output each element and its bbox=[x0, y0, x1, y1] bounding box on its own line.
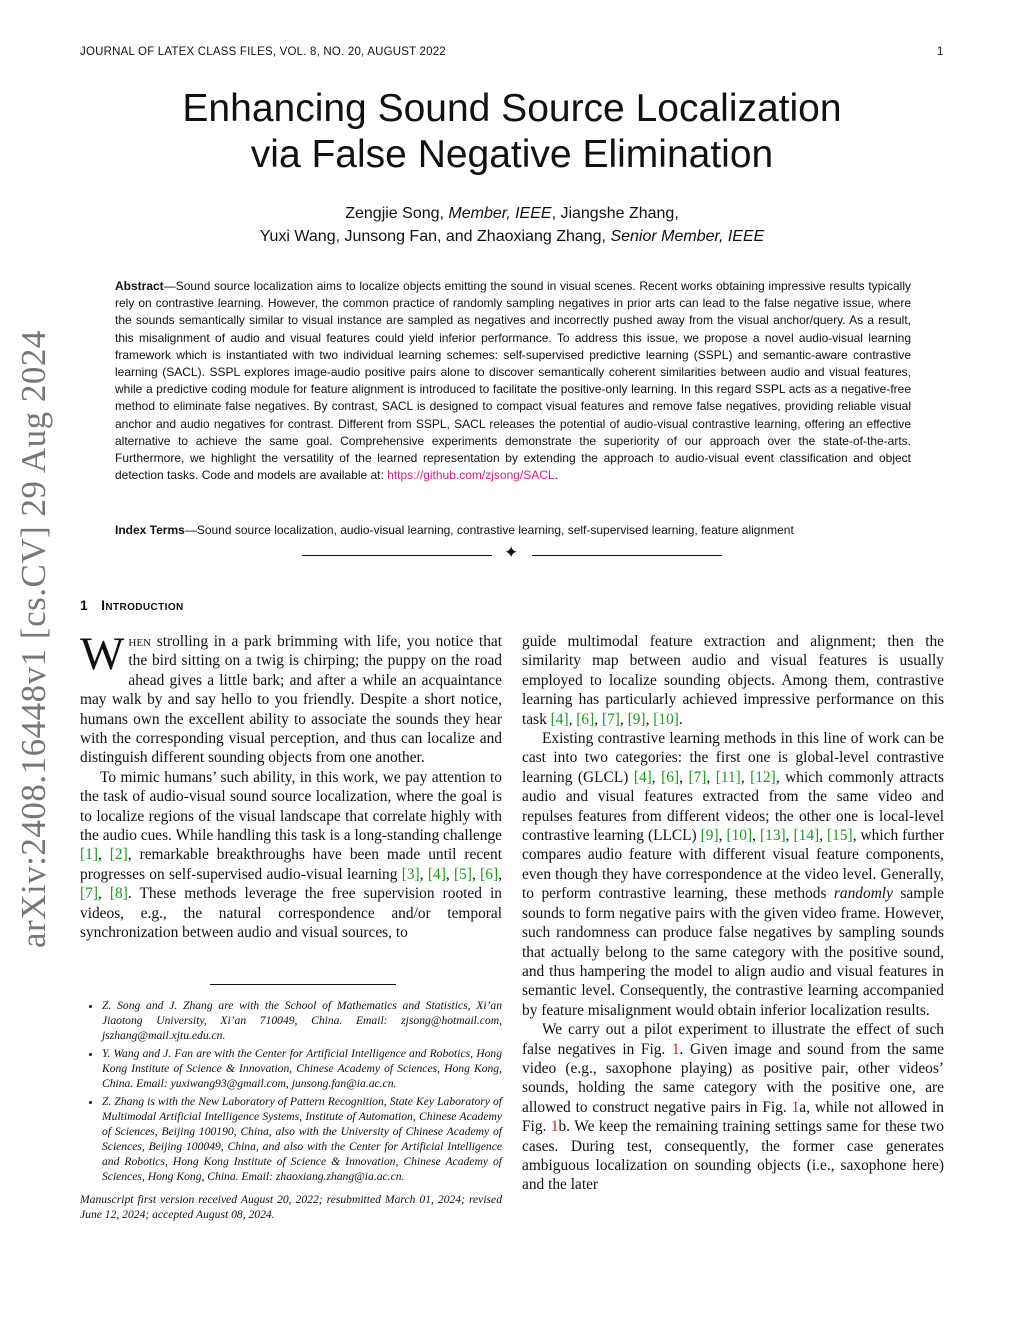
paragraph bbox=[80, 628, 502, 768]
citation-link[interactable]: [7] bbox=[80, 885, 98, 903]
separator: , bbox=[679, 768, 689, 786]
author-name: , Jiangshe Zhang, bbox=[551, 205, 679, 222]
citation-link[interactable]: [10] bbox=[653, 710, 679, 728]
separator: , bbox=[594, 710, 602, 728]
citation-link[interactable]: [9] bbox=[627, 710, 646, 728]
author-name: Zengjie Song, bbox=[345, 205, 444, 222]
author-name: Yuxi Wang, Junsong Fan, and Zhaoxiang Zhang, bbox=[259, 228, 606, 245]
citation-link[interactable]: [4] bbox=[550, 710, 569, 728]
citation-link[interactable]: [4] bbox=[633, 768, 652, 786]
separator: , bbox=[651, 768, 662, 786]
separator: , bbox=[97, 846, 110, 864]
section-heading bbox=[80, 597, 184, 613]
footnotes bbox=[80, 998, 502, 1222]
paragraph-text: . These methods leverage the free supervision rooted in videos, e.g., the natural correspondence and/or temporal synchronization between audio and visual sources, to bbox=[80, 885, 503, 942]
citation-link[interactable]: [8] bbox=[109, 885, 128, 903]
left-column bbox=[80, 628, 503, 943]
separator-diamond-icon: ✦ bbox=[504, 543, 519, 562]
separator: , bbox=[752, 827, 760, 845]
separator: , bbox=[819, 827, 828, 845]
separator: , bbox=[445, 865, 455, 883]
citation-link[interactable]: [12] bbox=[750, 768, 776, 786]
code-link[interactable]: https://github.com/zjsong/SACL bbox=[387, 468, 555, 483]
footnote-item: • Y. Wang and J. Fan are with the Center for Artificial Intelligence and Robotics, Hong Kong Institute of Science & Innovation, Chinese Academy of Sciences, Hong Kong, China. Email: yuxiwang93@gmail.com, junsong.fan@ia.ac.cn. bbox=[102, 1046, 502, 1091]
drop-cap: W bbox=[80, 628, 125, 680]
citation-link[interactable]: [5] bbox=[454, 865, 472, 883]
running-header: JOURNAL OF LATEX CLASS FILES, VOL. 8, NO. 20, AUGUST 2022 bbox=[80, 46, 446, 58]
separator: , bbox=[706, 768, 716, 786]
arxiv-stamp: arXiv:2408.16448v1 [cs.CV] 29 Aug 2024 bbox=[14, 330, 53, 948]
paragraph-text: , which commonly attracts audio and visual features extracted from the same video and repulses features from different videos; the other one is local-level contrastive learning (LLCL) bbox=[522, 768, 944, 845]
abstract-end: . bbox=[554, 468, 558, 483]
citation-link[interactable]: [3] bbox=[401, 865, 420, 883]
citation-link[interactable]: [2] bbox=[109, 846, 128, 864]
figure-ref-link[interactable]: 1 bbox=[671, 1040, 680, 1058]
title-line-1: Enhancing Sound Source Localization bbox=[182, 87, 842, 130]
abstract-text: —Sound source localization aims to localize objects emitting the sound in visual scenes. Recent works obtaining impressive results typically rely on contrastive learning. However, the common practice of randomly sampling negatives in prior arts can lead to the false negative issue, where the sounds semantically similar to visual instance are sampled as negatives and incorrectly pushed away from the visual anchor/query. As a result, this misalignment of audio and visual features could yield inferior performance. To address this issue, we propose a novel audio-visual learning framework which is instantiated with two individual learning schemes: self-supervised predictive learning (SSPL) and semantic-aware contrastive learning (SACL). SSPL explores image-audio positive pairs alone to discover semantically coherent similarities between audio and visual features, while a predictive coding module for feature alignment is introduced to facilitate the positive-only learning. In this regard SSPL acts as a negative-free method to eliminate false negatives. By contrast, SACL is designed to compact visual features and remove false negatives, providing reliable visual anchor and audio negatives for contrast. Different from SSPL, SACL releases the potential of audio-visual contrastive learning, offering an effective alternative to achieve the same goal. Comprehensive experiments demonstrate the superiority of our approach over the state-of-the-arts. Furthermore, we highlight the versatility of the learned representation by extending the approach to audio-visual event classification and object detection tasks. Code and models are available at: bbox=[115, 279, 911, 483]
citation-link[interactable]: [11] bbox=[715, 768, 741, 786]
author-line-1 bbox=[0, 202, 1024, 225]
citation-link[interactable]: [7] bbox=[688, 768, 707, 786]
paragraph-text: a, while not allowed in Fig. bbox=[522, 1098, 945, 1136]
paragraph-text: b. We keep the remaining training settings same for these two cases. During test, consequently, the former case generates ambiguous localization on sounding objects (i.e., saxophone here) and the later bbox=[522, 1118, 944, 1194]
separator-rule-right bbox=[532, 555, 722, 556]
citation-link[interactable]: [14] bbox=[793, 827, 820, 845]
citation-link[interactable]: [15] bbox=[827, 827, 853, 845]
paragraph-text: . Given image and sound from the same video (e.g., saxophone playing) as positive pair, other videos’ sounds, holding the same category with the positive one, are allowed to construct negative pairs in Fig. bbox=[522, 1040, 944, 1116]
citation-link[interactable]: [13] bbox=[760, 827, 786, 845]
page-number: 1 bbox=[937, 46, 944, 58]
paragraph-text: guide multimodal feature extraction and alignment; then the similarity map between audio and visual features is usually employed to localize sounding objects. Among them, contrastive learning has particularly achieved impressive performance on this task bbox=[522, 633, 944, 728]
index-terms-text: —Sound source localization, audio-visual learning, contrastive learning, self-supervised learning, feature alignment bbox=[184, 523, 794, 537]
paper-title bbox=[0, 86, 1024, 178]
paragraph-text: We carry out a pilot experiment to illustrate the effect of such false negatives in Fig. bbox=[522, 1021, 944, 1058]
paragraph-text: , remarkable breakthroughs have been made until recent progresses on self-supervised audio-visual learning bbox=[80, 846, 502, 883]
separator: , bbox=[568, 710, 577, 728]
separator: , bbox=[740, 768, 751, 786]
separator: , bbox=[498, 865, 502, 883]
manuscript-dates: Manuscript first version received August 20, 2022; resubmitted March 01, 2024; revised June 12, 2024; accepted August 08, 2024. bbox=[80, 1193, 502, 1221]
paragraph-text: . bbox=[678, 710, 683, 728]
separator: , bbox=[619, 710, 628, 728]
separator: , bbox=[645, 710, 654, 728]
footnote-item: • Z. Zhang is with the New Laboratory of Pattern Recognition, State Key Laboratory of Multimodal Artificial Intelligence Systems, Institute of Automation, Chinese Academy of Sciences, Beijing 100190, China, also with the University of Chinese Academy of Sciences, Beijing 100049, China, and also with the Center for Artificial Intelligence and Robotics, Hong Kong Institute of Science & Innovation, Chinese Academy of Sciences, Hong Kong, China. Email: zhaoxiang.zhang@ia.ac.cn. bbox=[102, 1094, 502, 1184]
citation-link[interactable]: [6] bbox=[576, 710, 595, 728]
citation-link[interactable]: [6] bbox=[480, 865, 499, 883]
citation-link[interactable]: [7] bbox=[601, 710, 620, 728]
abstract-label: Abstract bbox=[115, 279, 164, 293]
author-list bbox=[0, 202, 1024, 248]
author-line-2 bbox=[0, 225, 1024, 248]
right-column bbox=[522, 632, 944, 1195]
separator-rule-left bbox=[302, 555, 492, 556]
separator: , bbox=[419, 865, 428, 883]
citation-link[interactable]: [10] bbox=[726, 827, 753, 845]
paragraph-text: To mimic humans’ such ability, in this work, we pay attention to the task of audio-visual sound source localization, where the goal is to localize regions of the visual landscape that correlate highly with the audio cues. While handling this task is a long-standing challenge bbox=[80, 768, 502, 845]
citation-link[interactable]: [9] bbox=[700, 827, 719, 845]
index-terms-label: Index Terms bbox=[115, 523, 185, 537]
citation-link[interactable]: [6] bbox=[661, 768, 680, 786]
author-membership: Senior Member, IEEE bbox=[610, 228, 765, 245]
separator: , bbox=[718, 827, 727, 845]
citation-link[interactable]: [4] bbox=[427, 865, 446, 883]
figure-ref-link[interactable]: 1 bbox=[550, 1118, 559, 1136]
emphasis: randomly bbox=[833, 885, 893, 903]
author-membership: Member, IEEE bbox=[448, 205, 552, 222]
paragraph-text: sample sounds to form negative pairs with the given video frame. However, such randomness can produce false negatives by sampling sounds that actually belong to the same category with the positive sound, and thus hampering the model to align audio and visual features in semantic level. Consequently, the contrastive learning accompanied by feature misalignment would obtain inferior localization results. bbox=[522, 885, 944, 1019]
paragraph bbox=[522, 632, 944, 729]
footnote-item: • Z. Song and J. Zhang are with the School of Mathematics and Statistics, Xi’an Jiaotong University, Xi’an 710049, China. Email: zjsong@hotmail.com, jszhang@mail.xjtu.edu.cn. bbox=[102, 998, 502, 1043]
paragraph-text: Existing contrastive learning methods in this line of work can be cast into two categories: the first one is global-level contrastive learning (GLCL) bbox=[522, 730, 944, 786]
paragraph bbox=[80, 768, 502, 943]
section-title: Introduction bbox=[101, 597, 184, 613]
paragraph-text: , which further compares audio feature with different visual feature components, even though they have correspondence at the video level. Generally, to perform contrastive learning, these methods bbox=[522, 827, 945, 903]
section-number: 1 bbox=[80, 597, 89, 613]
separator: , bbox=[785, 827, 794, 845]
separator: , bbox=[97, 885, 110, 903]
title-line-2: via False Negative Elimination bbox=[250, 133, 774, 176]
paragraph bbox=[522, 729, 944, 1020]
index-terms bbox=[115, 522, 911, 539]
small-caps-word: hen bbox=[128, 633, 151, 650]
citation-link[interactable]: [1] bbox=[80, 846, 98, 864]
footnote-rule bbox=[210, 984, 396, 985]
figure-ref-link[interactable]: 1 bbox=[791, 1098, 800, 1116]
abstract bbox=[115, 278, 911, 484]
paragraph bbox=[522, 1020, 944, 1195]
paragraph-text: strolling in a park brimming with life, you notice that the bird sitting on a twig is chirping; the puppy on the road ahead gives a little bark; and after a while an acquaintance may walk by and say hello to you friendly. Despite a short notice, humans own the excellent ability to associate the sounds they hear with the corresponding visual perception, and thus can localize and distinguish different sounding objects from one another. bbox=[80, 633, 502, 767]
separator: , bbox=[471, 865, 481, 883]
